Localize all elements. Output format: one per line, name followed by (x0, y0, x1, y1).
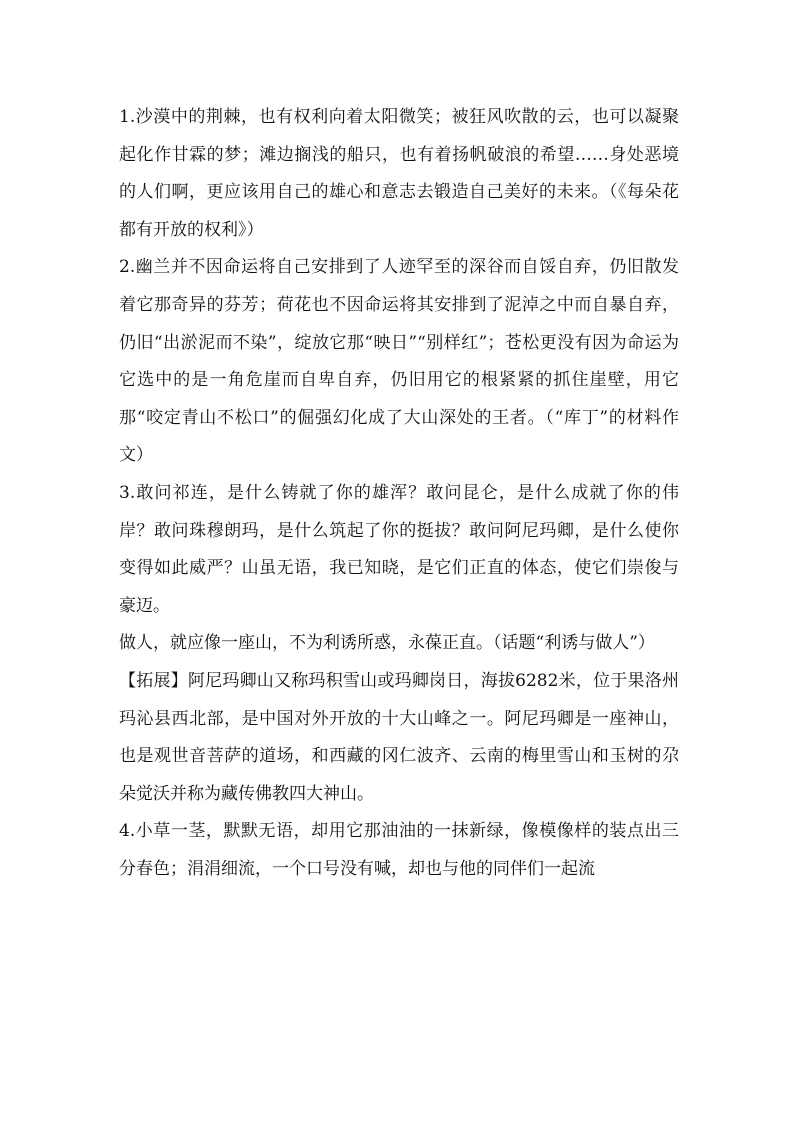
extension-text: 阿尼玛卿山又称玛积雪山或玛卿岗日，海拔6282米，位于果洛州玛沁县西北部，是中国对外开放的十大山峰之一。阿尼玛卿是一座神山，也是观世音菩萨的道场，和西藏的冈仁波齐、云南的梅里雪山和玉树的尕朵觉沃并称为藏传佛教四大神山。 (119, 670, 680, 804)
paragraph-extension (119, 663, 679, 813)
paragraph-2: 2.幽兰并不因命运将自己安排到了人迹罕至的深谷而自馁自弃，仍旧散发着它那奇异的芬芳；荷花也不因命运将其安排到了泥淖之中而自暴自弃，仍旧“出淤泥而不染”，绽放它那“映日”“别样红”；苍松更没有因为命运为它选中的是一角危崖而自卑自弃，仍旧用它的根紧紧的抓住崖壁，用它那“咬定青山不松口”的倔强幻化成了大山深处的王者。（“库丁”的材料作文） (119, 257, 679, 466)
paragraph-4: 4.小草一茎，默默无语，却用它那油油的一抹新绿，像模像样的装点出三分春色；涓涓细流，一个口号没有喊，却也与他的同伴们一起流 (119, 821, 679, 879)
paragraph-3: 3.敢问祁连，是什么铸就了你的雄浑？敢问昆仑，是什么成就了你的伟岸？敢问珠穆朗玛，是什么筑起了你的挺拔？敢问阿尼玛卿，是什么使你变得如此威严？山虽无语，我已知晓，是它们正直的体态，使它们崇俊与豪迈。 (119, 482, 679, 616)
paragraph-1: 1.沙漠中的荆棘，也有权利向着太阳微笑；被狂风吹散的云，也可以凝聚起化作甘霖的梦；滩边搁浅的船只，也有着扬帆破浪的希望……身处恶境的人们啊，更应该用自己的雄心和意志去锻造自己美好的未来。（《每朵花都有开放的权利》） (119, 107, 679, 240)
paragraph-3-conclusion: 做人，就应像一座山，不为利诱所惑，永葆正直。（话题“利诱与做人”） (119, 633, 655, 654)
document-body (119, 99, 679, 888)
extension-label: 【拓展】 (119, 670, 188, 691)
